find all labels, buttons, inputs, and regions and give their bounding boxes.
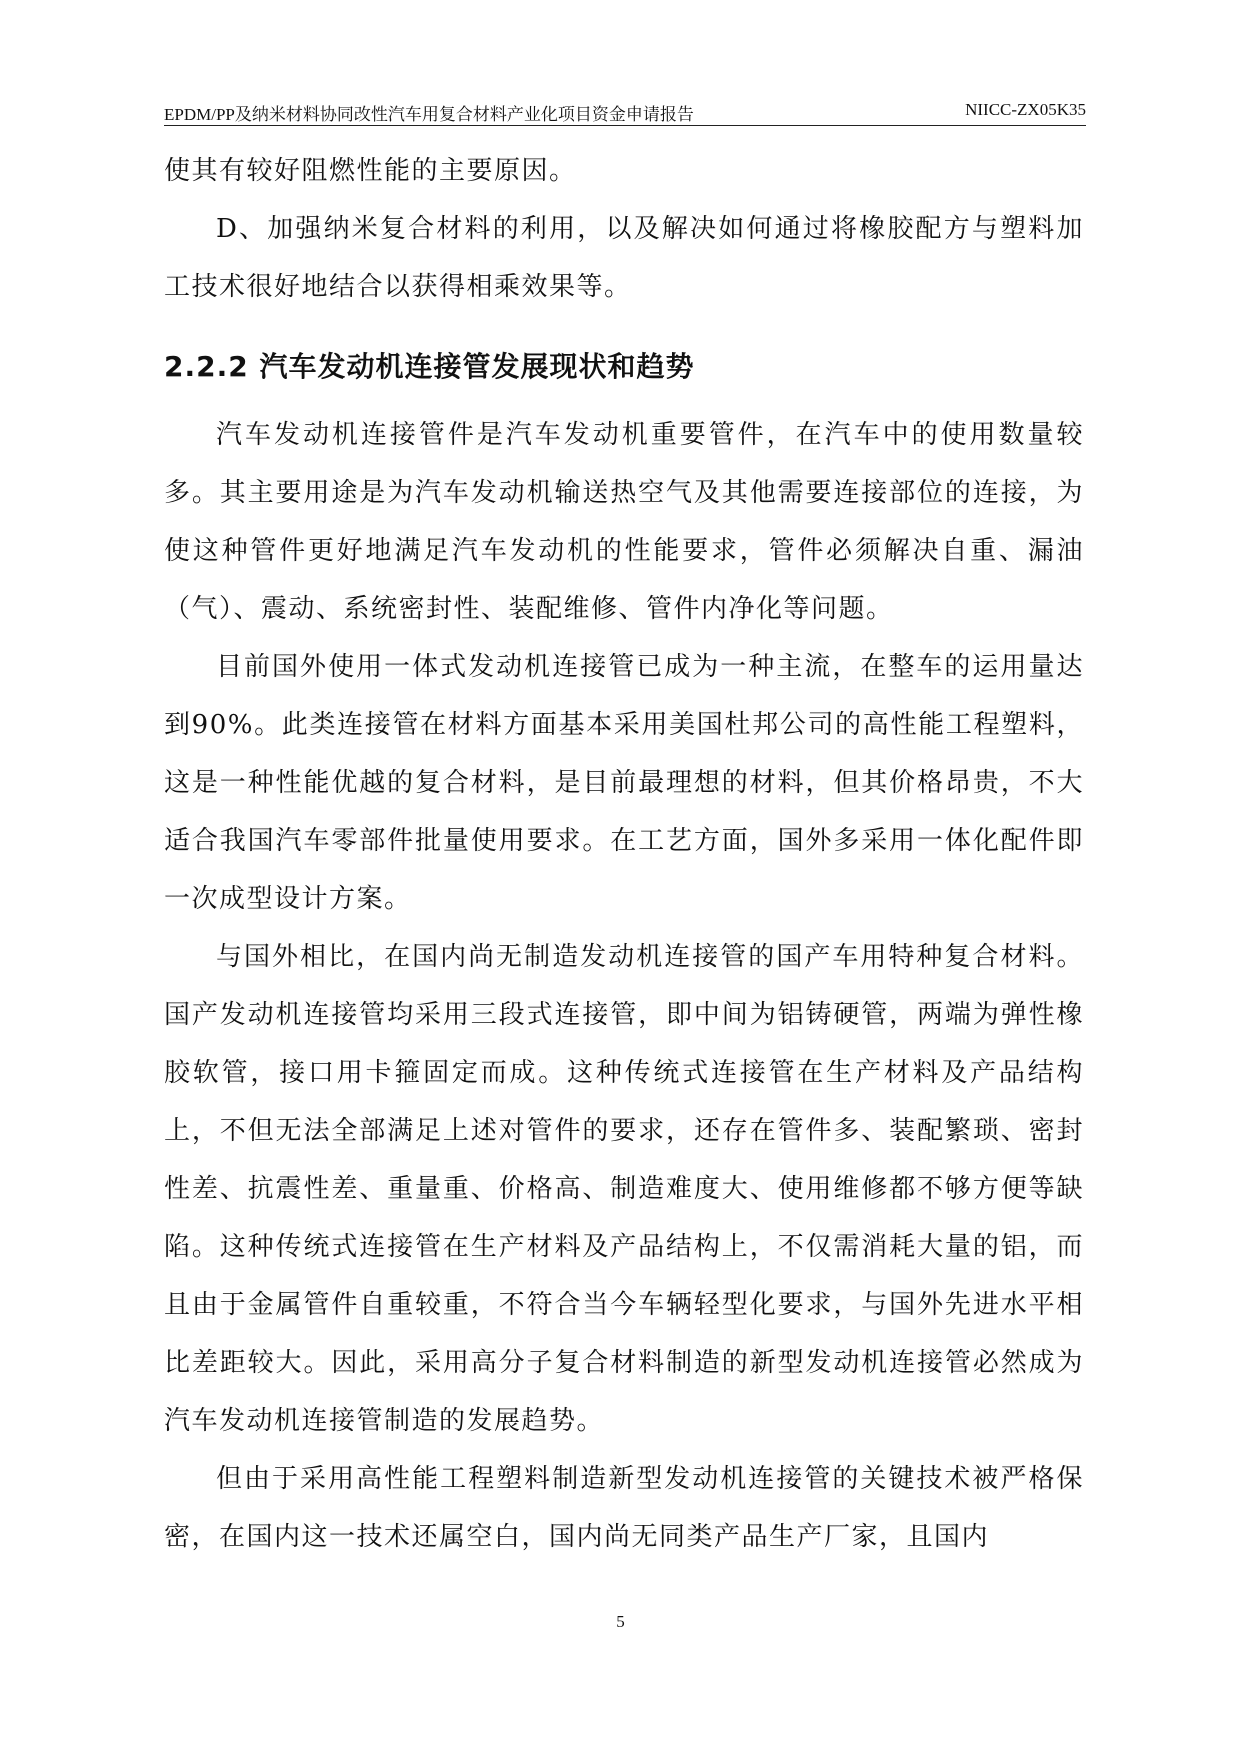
paragraph-domestic-status: 与国外相比，在国内尚无制造发动机连接管的国产车用特种复合材料。国产发动机连接管均采用三段式连接管，即中间为铝铸硬管，两端为弹性橡胶软管，接口用卡箍固定而成。这种传统式连接管在生产材料及产品结构上，不但无法全部满足上述对管件的要求，还存在管件多、装配繁琐、密封性差、抗震性差、重量重、价格高、制造难度大、使用维修都不够方便等缺陷。这种传统式连接管在生产材料及产品结构上，不仅需消耗大量的铝，而且由于金属管件自重较重，不符合当今车辆轻型化要求，与国外先进水平相比差距较大。因此，采用高分子复合材料制造的新型发动机连接管必然成为汽车发动机连接管制造的发展趋势。 bbox=[164, 942, 1084, 1436]
paragraph-foreign-status: 目前国外使用一体式发动机连接管已成为一种主流，在整车的运用量达到90%。此类连接管在材料方面基本采用美国杜邦公司的高性能工程塑料，这是一种性能优越的复合材料，是目前最理想的材料，但其价格昂贵，不大适合我国汽车零部件批量使用要求。在工艺方面，国外多采用一体化配件即一次成型设计方案。 bbox=[164, 652, 1084, 914]
header-divider bbox=[164, 125, 1086, 126]
header-doc-code: NIICC-ZX05K35 bbox=[965, 100, 1086, 119]
header-title: EPDM/PP及纳米材料协同改性汽车用复合材料产业化项目资金申请报告 bbox=[164, 105, 694, 124]
page-body bbox=[164, 142, 1084, 1566]
paragraph-engine-pipe-intro: 汽车发动机连接管件是汽车发动机重要管件，在汽车中的使用数量较多。其主要用途是为汽车发动机输送热空气及其他需要连接部位的连接，为使这种管件更好地满足汽车发动机的性能要求，管件必须解决自重、漏油（气）、震动、系统密封性、装配维修、管件内净化等问题。 bbox=[164, 420, 1084, 624]
section-heading: 2.2.2 汽车发动机连接管发展现状和趋势 bbox=[164, 350, 695, 383]
paragraph-key-technology: 但由于采用高性能工程塑料制造新型发动机连接管的关键技术被严格保密，在国内这一技术还属空白，国内尚无同类产品生产厂家，且国内 bbox=[164, 1464, 1084, 1552]
paragraph-item-d: D、加强纳米复合材料的利用，以及解决如何通过将橡胶配方与塑料加工技术很好地结合以获得相乘效果等。 bbox=[164, 214, 1084, 302]
page-number: 5 bbox=[616, 1612, 625, 1631]
page-header bbox=[164, 100, 1086, 126]
paragraph-continuation: 使其有较好阻燃性能的主要原因。 bbox=[164, 156, 577, 186]
